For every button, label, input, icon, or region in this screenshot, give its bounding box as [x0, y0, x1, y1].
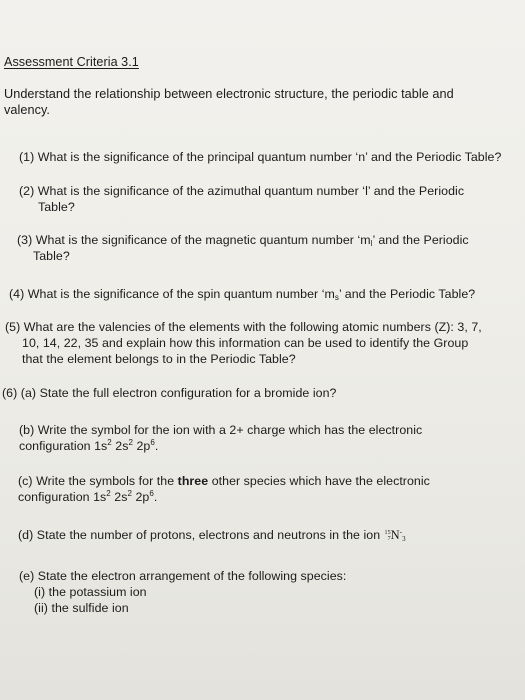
- question-6c-line-2: [18, 490, 157, 505]
- intro-line-1: Understand the relationship between electronic structure, the periodic table and: [4, 87, 454, 101]
- question-1: (1) What is the significance of the principal quantum number ‘n’ and the Periodic Table?: [19, 150, 502, 164]
- q6c-sup-3: 6: [149, 489, 154, 498]
- q6b-config-2p: 2p: [132, 439, 151, 453]
- nitride-ion-notation: [384, 527, 406, 542]
- q6b-sup-1: 2: [107, 438, 112, 447]
- question-6b-line-1: (b) Write the symbol for the ion with a 2+ charge which has the electronic: [19, 423, 423, 437]
- question-3-line-2: Table?: [33, 249, 70, 263]
- question-3-line-1: [17, 233, 469, 248]
- nuclide-charge: -: [399, 528, 403, 536]
- q6c-config-2p: 2p: [131, 490, 150, 504]
- q6c-config-2s: 2s: [110, 490, 128, 504]
- question-5-line-3: that the element belongs to in the Periodic Table?: [22, 352, 296, 366]
- question-4-subscript: s: [334, 293, 339, 302]
- q6c-bold-three: three: [177, 474, 209, 488]
- question-6e-item-i: (i) the potassium ion: [34, 585, 147, 599]
- nuclide-mass-number: 15: [384, 530, 391, 537]
- question-6b-line-2: [19, 439, 158, 454]
- question-5-line-2: 10, 14, 22, 35 and explain how this information can be used to identify the Group: [22, 336, 469, 350]
- question-6d: [18, 527, 406, 543]
- q6b-config-1s: configuration 1s: [19, 439, 108, 453]
- question-4-text-start: (4) What is the significance of the spin quantum number ‘m: [9, 287, 335, 301]
- q6c-text-start: (c) Write the symbols for the: [18, 474, 178, 488]
- question-6a: (6) (a) State the full electron configuration for a bromide ion?: [2, 386, 337, 400]
- nuclide-symbol: N: [390, 528, 400, 542]
- intro-line-2: valency.: [4, 103, 51, 117]
- q6c-sup-1: 2: [106, 489, 111, 498]
- question-6c-line-1: [18, 474, 430, 489]
- q6b-config-2s: 2s: [111, 439, 129, 453]
- question-6e-item-ii: (ii) the sulfide ion: [34, 601, 129, 615]
- q6c-config-1s: configuration 1s: [18, 490, 107, 504]
- question-4: [9, 287, 475, 302]
- nuclide-charge-count: 3: [402, 535, 406, 543]
- q6c-sup-2: 2: [127, 489, 132, 498]
- q6b-sup-3: 6: [150, 438, 155, 447]
- nuclide-atomic-number: 7: [387, 536, 391, 543]
- question-3-text-start: (3) What is the significance of the magnetic quantum number ‘m: [17, 233, 371, 247]
- question-2-line-2: Table?: [38, 200, 75, 214]
- question-4-text-end: ’ and the Periodic Table?: [338, 287, 476, 301]
- q6c-period: .: [153, 490, 158, 504]
- q6b-period: .: [154, 439, 159, 453]
- question-2-line-1: (2) What is the significance of the azimuthal quantum number ‘l’ and the Periodic: [19, 184, 465, 198]
- question-3-subscript: l: [370, 239, 373, 248]
- nuclide-scripts: [384, 530, 391, 542]
- q6c-text-end: other species which have the electronic: [208, 474, 430, 488]
- question-6e-line-1: (e) State the electron arrangement of the following species:: [19, 569, 347, 583]
- question-3-text-end: ’ and the Periodic: [372, 233, 469, 247]
- question-5-line-1: (5) What are the valencies of the elements with the following atomic numbers (Z): 3, 7,: [5, 320, 482, 334]
- section-heading: Assessment Criteria 3.1: [4, 55, 139, 69]
- q6d-text: (d) State the number of protons, electrons and neutrons in the ion: [18, 528, 381, 542]
- q6b-sup-2: 2: [128, 438, 133, 447]
